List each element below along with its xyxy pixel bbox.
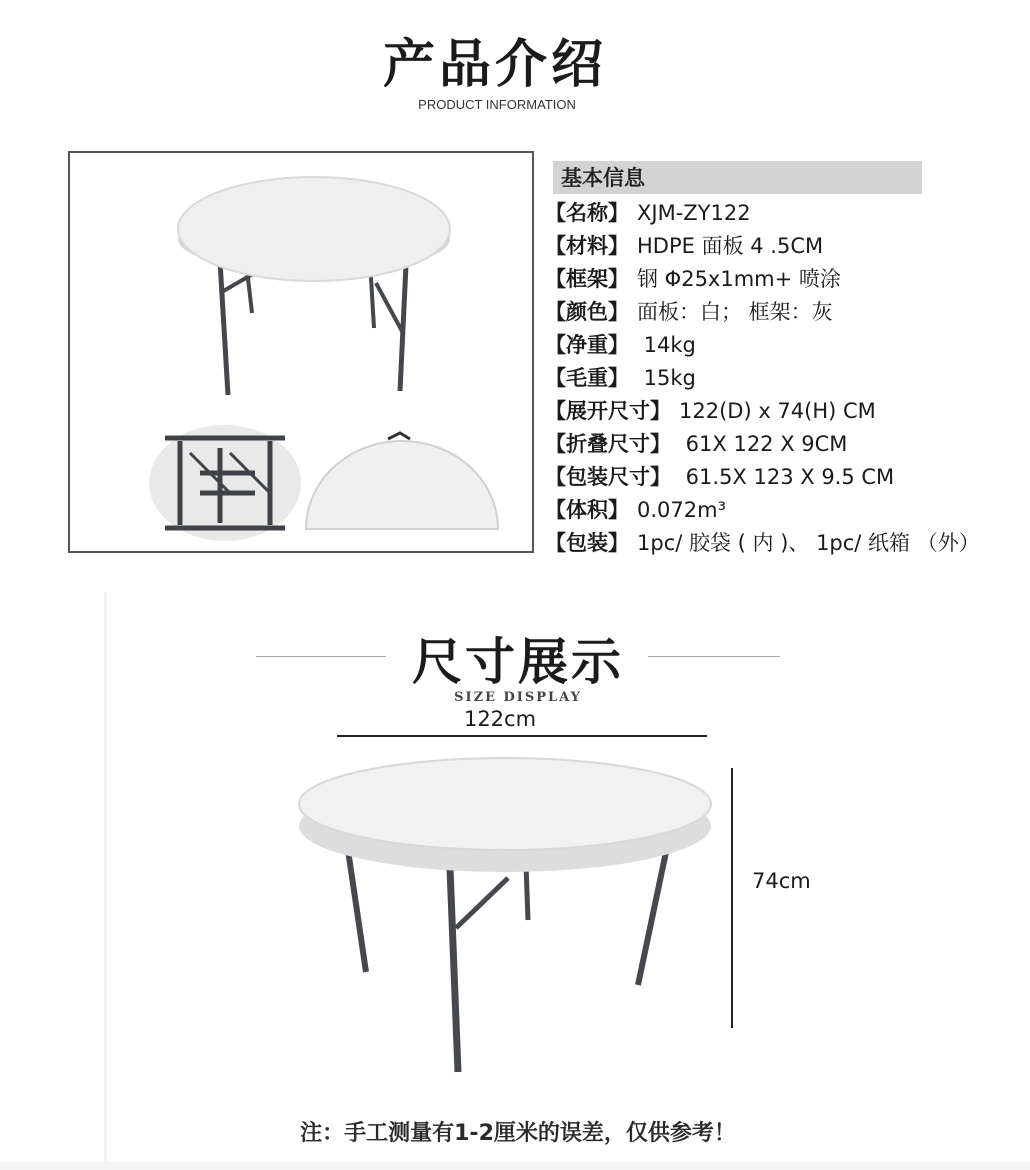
width-dimension-line bbox=[337, 735, 707, 737]
bottom-strip bbox=[0, 1162, 1030, 1170]
height-dimension-label: 74cm bbox=[752, 869, 811, 893]
size-display-title: 尺寸展示 bbox=[412, 632, 624, 691]
spec-row-net-weight bbox=[545, 329, 696, 361]
spec-label: 【包装】 bbox=[545, 531, 629, 555]
spec-row-color bbox=[545, 296, 833, 328]
spec-label: 【名称】 bbox=[545, 201, 629, 225]
spec-label: 【颜色】 bbox=[545, 300, 629, 324]
spec-heading: 基本信息 bbox=[553, 161, 922, 194]
spec-row-material bbox=[545, 230, 823, 262]
spec-value: 面板：白； 框架：灰 bbox=[637, 300, 833, 324]
unfolded-table-photo bbox=[178, 177, 450, 395]
spec-row-volume bbox=[545, 494, 726, 526]
product-info-subtitle: PRODUCT INFORMATION bbox=[418, 97, 576, 112]
measurement-note: 注：手工测量有1-2厘米的误差，仅供参考！ bbox=[300, 1121, 736, 1146]
width-dimension-label: 122cm bbox=[463, 707, 537, 731]
spec-value: 1pc/ 胶袋 ( 内 )、 1pc/ 纸箱 （外） bbox=[637, 531, 980, 555]
spec-label: 【框架】 bbox=[545, 267, 629, 291]
spec-value: 钢 Φ25x1mm+ 喷涂 bbox=[637, 267, 841, 291]
folded-underside-photo bbox=[149, 425, 301, 541]
spec-row-open-size bbox=[545, 395, 876, 427]
spec-row-gross-weight bbox=[545, 362, 696, 394]
spec-row-package-size bbox=[545, 461, 894, 493]
spec-value: 61X 122 X 9CM bbox=[679, 432, 848, 456]
spec-label: 【展开尺寸】 bbox=[545, 399, 671, 423]
spec-label: 【净重】 bbox=[545, 333, 629, 357]
spec-value: 15kg bbox=[637, 366, 696, 390]
spec-value: HDPE 面板 4 .5CM bbox=[637, 234, 824, 258]
spec-value: 0.072m³ bbox=[637, 498, 726, 522]
spec-label: 【材料】 bbox=[545, 234, 629, 258]
spec-row-frame bbox=[545, 263, 841, 295]
product-info-title: 产品介绍 bbox=[382, 34, 607, 95]
spec-value: 14kg bbox=[637, 333, 696, 357]
spec-value: XJM-ZY122 bbox=[637, 201, 751, 225]
spec-label: 【折叠尺寸】 bbox=[545, 432, 671, 456]
product-photo-box bbox=[68, 151, 534, 553]
spec-row-folded-size bbox=[545, 428, 847, 460]
spec-label: 【毛重】 bbox=[545, 366, 629, 390]
size-display-table-photo bbox=[290, 750, 720, 1090]
spec-row-name bbox=[545, 197, 751, 229]
spec-label: 【包装尺寸】 bbox=[545, 465, 671, 489]
product-photos bbox=[70, 153, 532, 551]
size-display-subtitle: SIZE DISPLAY bbox=[454, 690, 582, 705]
spec-label: 【体积】 bbox=[545, 498, 629, 522]
spec-value: 61.5X 123 X 9.5 CM bbox=[679, 465, 895, 489]
spec-value: 122(D) x 74(H) CM bbox=[679, 399, 876, 423]
folded-halfround-photo bbox=[306, 433, 498, 529]
height-dimension-line bbox=[731, 768, 733, 1028]
spec-row-packaging bbox=[545, 527, 980, 559]
